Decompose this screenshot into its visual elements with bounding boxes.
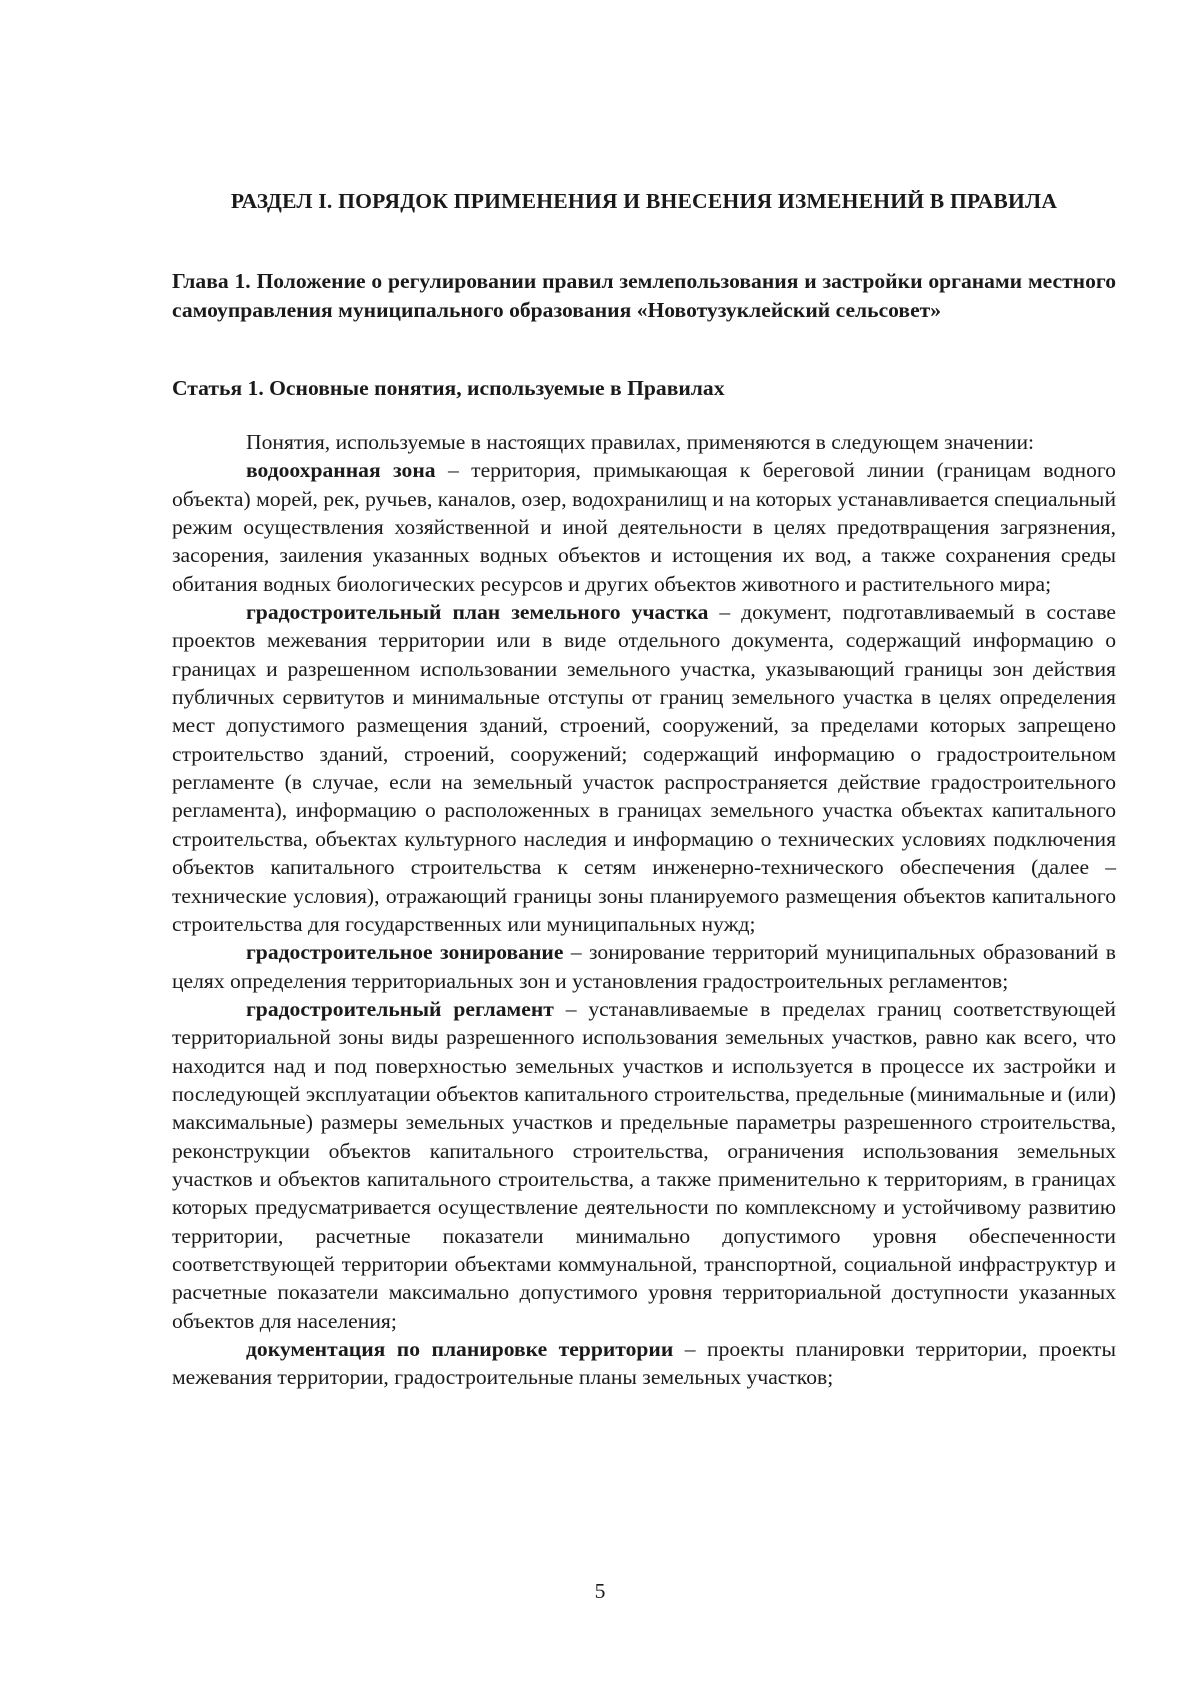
definition-term: градостроительный регламент <box>246 996 554 1021</box>
article-body <box>172 428 1116 1392</box>
definition-paragraph <box>172 1335 1116 1392</box>
article-title: Статья 1. Основные понятия, используемые в Правилах <box>172 376 725 400</box>
definition-text: – документ, подготавливаемый в составе проектов межевания территории или в виде отдельного документа, содержащий информацию о границах и разрешенном использовании земельного участка, указывающий границы зон действия публичных сервитутов и минимальные отступы от границ земельного участка в целях определения мест допустимого размещения зданий, строений, сооружений, за пределами которых запрещено строительство зданий, строений, сооружений; содержащий информацию о градостроительном регламенте (в случае, если на земельный участок распространяется действие градостроительного регламента), информацию о расположенных в границах земельного участка объектах капитального строительства, объектах культурного наследия и информацию о технических условиях подключения объектов капитального строительства к сетям инженерно-технического обеспечения (далее – технические условия), отражающий границы зоны планируемого размещения объектов капитального строительства для государственных или муниципальных нужд; <box>172 600 1116 936</box>
chapter-title: Глава 1. Положение о регулировании правил землепользования и застройки органами местного самоуправления муниципального образования «Новотузуклейский сельсовет» <box>172 269 1116 322</box>
page-number: 5 <box>594 1579 606 1603</box>
definition-text: – зонирование территорий муниципальных образований в целях определения территориальных зон и установления градостроительных регламентов; <box>172 940 1116 993</box>
definition-paragraph <box>172 938 1116 995</box>
definition-term: градостроительный план земельного участка <box>246 600 709 625</box>
definition-paragraph <box>172 456 1116 598</box>
definition-term: водоохранная зона <box>246 458 436 483</box>
definition-term: градостроительное зонирование <box>246 940 564 965</box>
definition-text: – устанавливаемые в пределах границ соответствующей территориальной зоны виды разрешенного использования земельных участков, равно как всего, что находится над и под поверхностью земельных участков и используется в процессе их застройки и последующей эксплуатации объектов капитального строительства, предельные (минимальные и (или) максимальные) размеры земельных участков и предельные параметры разрешенного строительства, реконструкции объектов капитального строительства, ограничения использования земельных участков и объектов капитального строительства, а также применительно к территориям, в границах которых предусматривается осуществление деятельности по комплексному и устойчивому развитию территории, расчетные показатели минимально допустимого уровня обеспеченности соответствующей территории объектами коммунальной, транспортной, социальной инфраструктур и расчетные показатели максимально допустимого уровня территориальной доступности указанных объектов для населения; <box>172 996 1116 1333</box>
definition-term: документация по планировке территории <box>246 1337 674 1361</box>
section-title: РАЗДЕЛ I. ПОРЯДОК ПРИМЕНЕНИЯ И ВНЕСЕНИЯ ИЗМЕНЕНИЙ В ПРАВИЛА <box>230 189 1058 213</box>
definition-text: – проекты планировки территории, проекты межевания территории, градостроительные планы земельных участков; <box>172 1337 1116 1390</box>
definition-paragraph <box>172 598 1116 938</box>
definition-text: – территория, примыкающая к береговой линии (границам водного объекта) морей, рек, ручьев, каналов, озер, водохранилищ и на которых устанавливается специальный режим осуществления хозяйственной и иной деятельности в целях предотвращения загрязнения, засорения, заиления указанных водных объектов и истощения их вод, а также сохранения среды обитания водных биологических ресурсов и других объектов животного и растительного мира; <box>172 458 1116 596</box>
definition-paragraph <box>172 995 1116 1335</box>
intro-paragraph: Понятия, используемые в настоящих правилах, применяются в следующем значении: <box>246 430 1035 454</box>
